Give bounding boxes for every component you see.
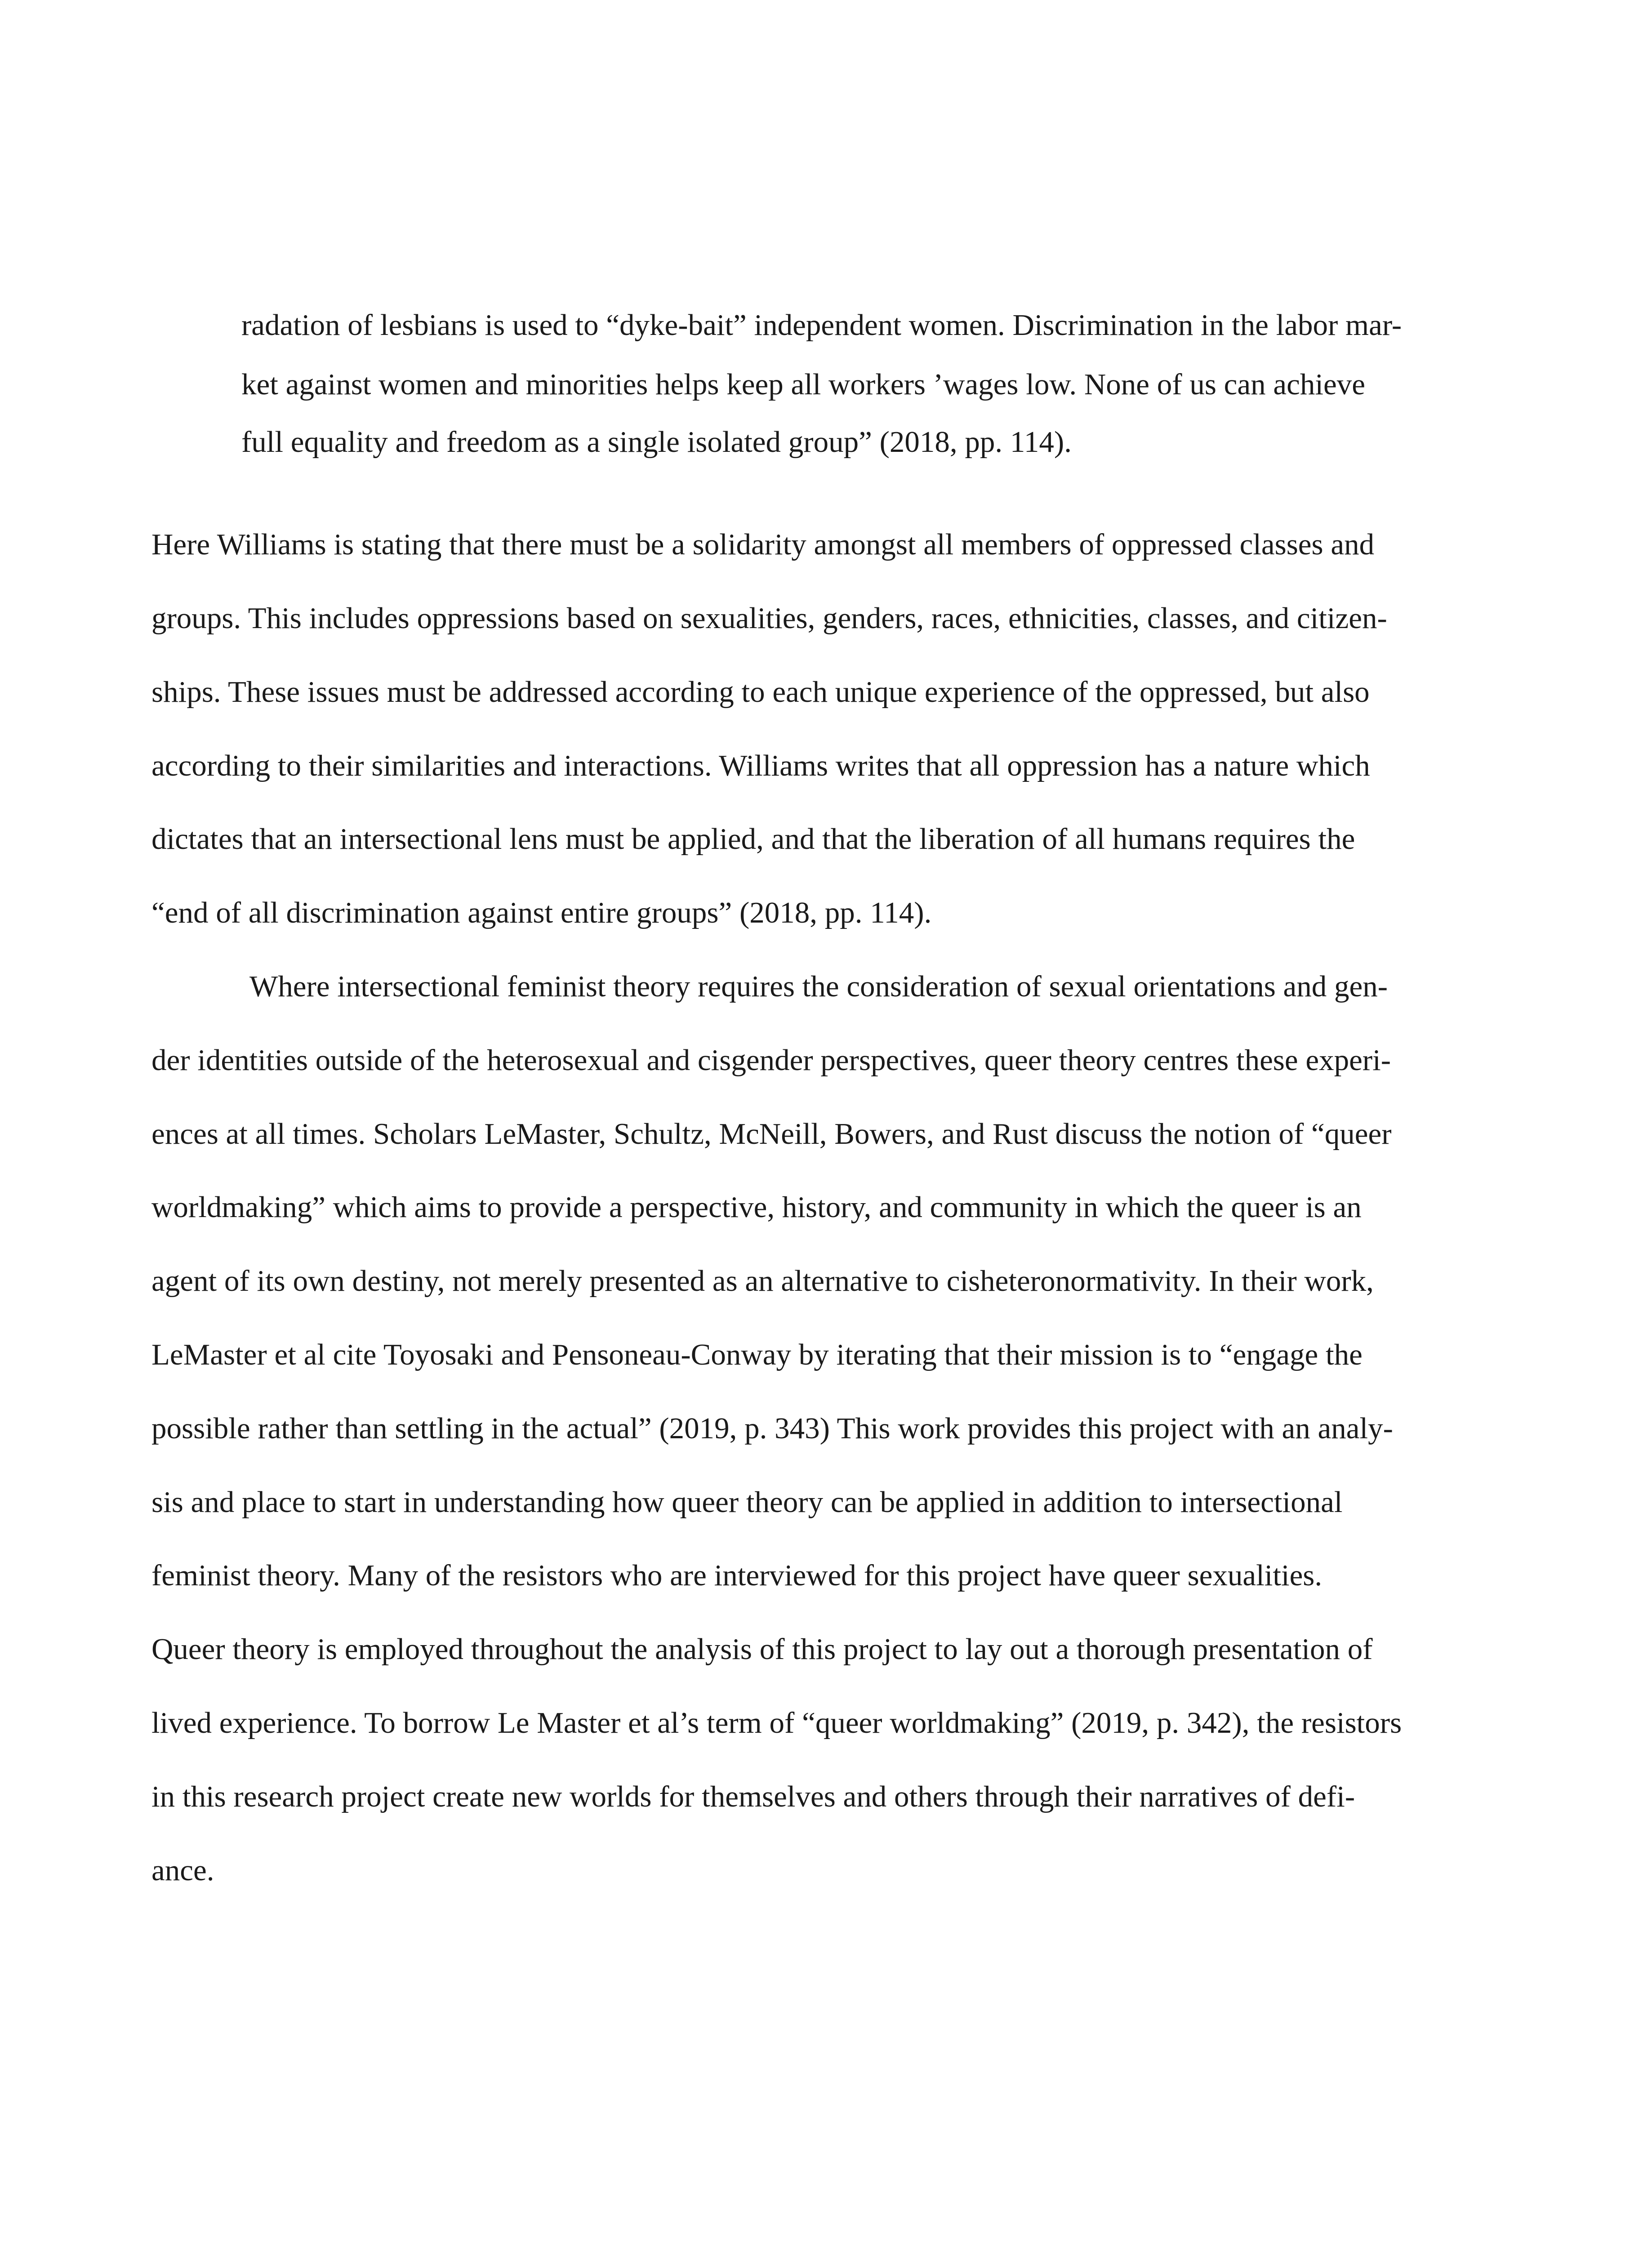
- text-line: groups. This includes oppressions based on sexualities, genders, races, ethnicities, classes, and citizen-: [151, 602, 1387, 635]
- text-line: Queer theory is employed throughout the analysis of this project to lay out a thorough presentation of: [151, 1632, 1373, 1666]
- text-line: lived experience. To borrow Le Master et al’s term of “queer worldmaking” (2019, p. 342), the resistors: [151, 1706, 1402, 1740]
- text-line: Here Williams is stating that there must be a solidarity amongst all members of oppressed classes and: [151, 528, 1375, 561]
- text-line: worldmaking” which aims to provide a perspective, history, and community in which the queer is an: [151, 1191, 1362, 1224]
- text-line: ences at all times. Scholars LeMaster, Schultz, McNeill, Bowers, and Rust discuss the notion of “queer: [151, 1117, 1392, 1151]
- text-line: feminist theory. Many of the resistors who are interviewed for this project have queer sexualities.: [151, 1559, 1322, 1592]
- text-line: possible rather than settling in the actual” (2019, p. 343) This work provides this project with an analy-: [151, 1412, 1393, 1445]
- text-line: full equality and freedom as a single isolated group” (2018, pp. 114).: [241, 425, 1072, 459]
- text-line: agent of its own destiny, not merely presented as an alternative to cisheteronormativity. In their work,: [151, 1264, 1374, 1298]
- text-line: der identities outside of the heterosexual and cisgender perspectives, queer theory centres these experi-: [151, 1044, 1391, 1077]
- text-line: according to their similarities and interactions. Williams writes that all oppression has a nature which: [151, 749, 1370, 782]
- text-line: Where intersectional feminist theory requires the consideration of sexual orientations and gen-: [249, 970, 1388, 1003]
- text-line: ance.: [151, 1854, 214, 1887]
- text-line: “end of all discrimination against entire groups” (2018, pp. 114).: [151, 896, 932, 929]
- text-line: sis and place to start in understanding how queer theory can be applied in addition to intersectional: [151, 1485, 1343, 1519]
- text-line: in this research project create new worlds for themselves and others through their narratives of defi-: [151, 1780, 1355, 1813]
- text-line: ships. These issues must be addressed according to each unique experience of the oppressed, but also: [151, 675, 1370, 709]
- text-line: dictates that an intersectional lens must be applied, and that the liberation of all humans requires the: [151, 822, 1355, 856]
- text-line: radation of lesbians is used to “dyke-bait” independent women. Discrimination in the labor mar-: [241, 308, 1402, 342]
- text-line: LeMaster et al cite Toyosaki and Pensoneau-Conway by iterating that their mission is to “engage the: [151, 1338, 1363, 1371]
- text-line: ket against women and minorities helps keep all workers ’wages low. None of us can achieve: [241, 368, 1365, 401]
